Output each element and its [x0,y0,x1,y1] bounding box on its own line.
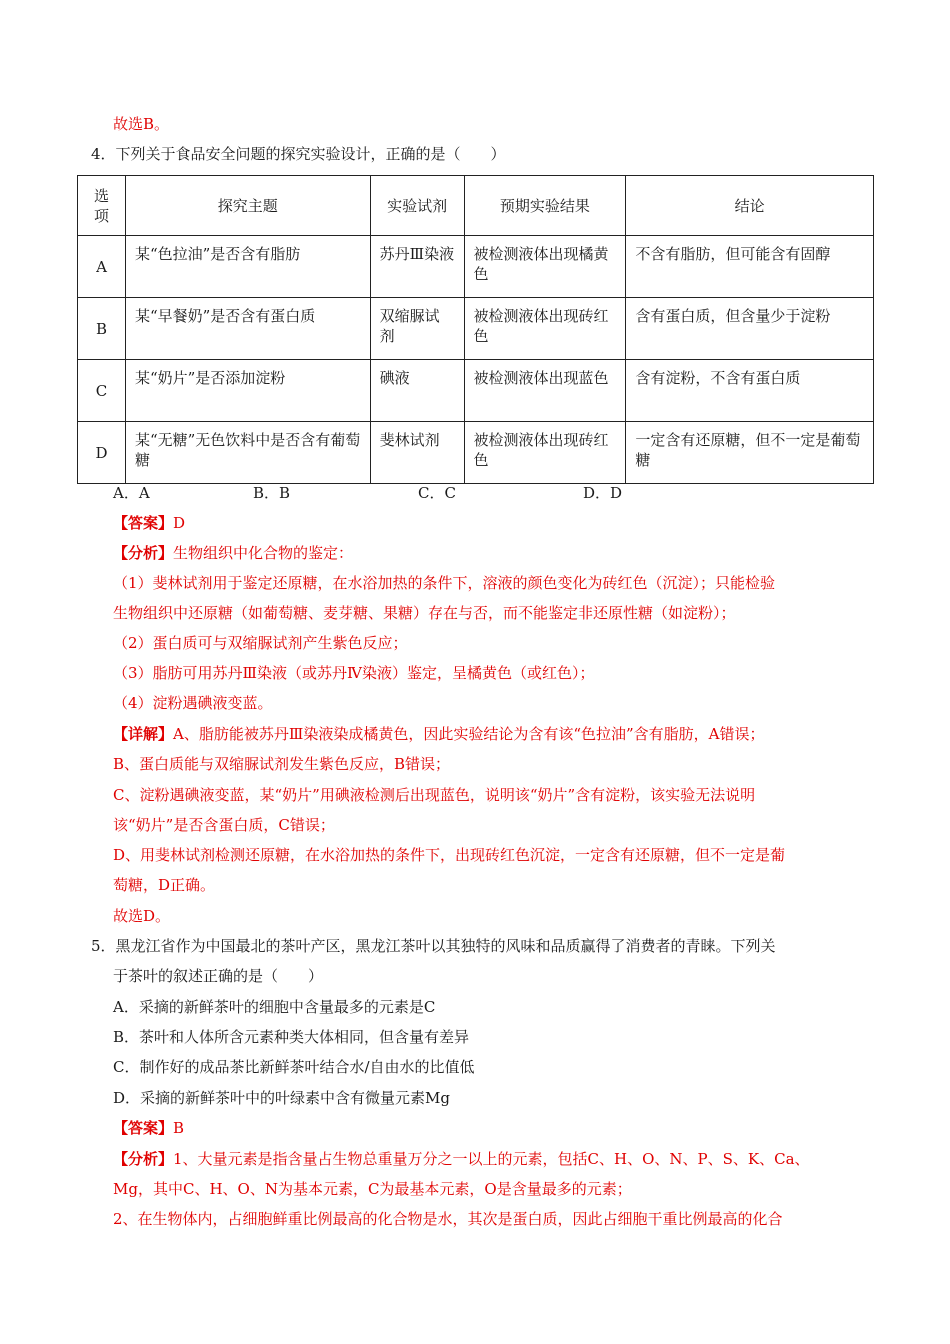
question-5-stem: 5．黑龙江省作为中国最北的茶叶产区，黑龙江茶叶以其独特的风味和品质赢得了消费者的青睐。下列关 [91,937,776,955]
q4-analysis-line: （1）斐林试剂用于鉴定还原糖，在水浴加热的条件下，溶液的颜色变化为砖红色（沉淀）；只能检验 [113,574,776,592]
answer-value: B [173,1119,185,1137]
header-option: 选项 [78,176,126,236]
row-reagent: 斐林试剂 [370,422,464,484]
row-reagent: 碘液 [370,360,464,422]
row-option: A [78,236,126,298]
header-reagent: 实验试剂 [370,176,464,236]
q4-detail-line: 萄糖，D正确。 [113,876,216,894]
q5-analysis-line: 2、在生物体内，占细胞鲜重比例最高的化合物是水，其次是蛋白质，因此占细胞干重比例最高的化合 [113,1210,783,1228]
question-5-option: C．制作好的成品茶比新鲜茶叶结合水/自由水的比值低 [113,1058,475,1076]
answer-tag: 【答案】 [113,1119,174,1137]
header-conclusion: 结论 [626,176,874,236]
choice-a: A．A [113,484,150,502]
row-topic: 某“色拉油”是否含有脂肪 [125,236,370,298]
row-result: 被检测液体出现橘黄色 [464,236,626,298]
row-option: C [78,360,126,422]
q4-detail-line: 故选D。 [113,907,171,925]
row-result: 被检测液体出现砖红色 [464,422,626,484]
analysis-tag: 【分析】 [113,1150,174,1168]
table-row [78,422,874,484]
detail-tag: 【详解】 [113,725,174,743]
row-option: D [78,422,126,484]
q4-analysis-line: （4）淀粉遇碘液变蓝。 [113,694,273,712]
q5-analysis-line: 【分析】1、大量元素是指含量占生物总重量万分之一以上的元素，包括C、H、O、N、P、S、K、Ca、 [113,1150,810,1168]
row-conclusion: 含有淀粉，不含有蛋白质 [626,360,874,422]
q4-detail-line: 【详解】A、脂肪能被苏丹Ⅲ染液染成橘黄色，因此实验结论为含有该“色拉油”含有脂肪，A错误； [113,725,765,743]
q4-detail-line: B、蛋白质能与双缩脲试剂发生紫色反应，B错误； [113,755,451,773]
answer-value: D [173,514,186,532]
row-topic: 某“奶片”是否添加淀粉 [125,360,370,422]
header-result: 预期实验结果 [464,176,626,236]
question-5-option: A．采摘的新鲜茶叶的细胞中含量最多的元素是C [113,998,436,1016]
question-5-stem: 于茶叶的叙述正确的是（ ） [113,967,324,985]
choice-b: B．B [253,484,291,502]
table-row [78,236,874,298]
q4-analysis-line: 【分析】生物组织中化合物的鉴定： [113,544,354,562]
table-header-row [78,176,874,236]
choice-d: D．D [583,484,623,502]
row-option: B [78,298,126,360]
analysis-tag: 【分析】 [113,544,174,562]
row-topic: 某“早餐奶”是否含有蛋白质 [125,298,370,360]
row-conclusion: 含有蛋白质，但含量少于淀粉 [626,298,874,360]
row-conclusion: 一定含有还原糖，但不一定是葡萄糖 [626,422,874,484]
q4-detail-line: C、淀粉遇碘液变蓝，某“奶片”用碘液检测后出现蓝色，说明该“奶片”含有淀粉，该实验无法说明 [113,786,756,804]
question-5-option: D．采摘的新鲜茶叶中的叶绿素中含有微量元素Mg [113,1089,450,1107]
q4-analysis-line: 生物组织中还原糖（如葡萄糖、麦芽糖、果糖）存在与否，而不能鉴定非还原性糖（如淀粉）； [113,604,736,622]
previous-conclusion: 故选B。 [113,115,170,133]
row-conclusion: 不含有脂肪，但可能含有固醇 [626,236,874,298]
q4-detail-line: D、用斐林试剂检测还原糖，在水浴加热的条件下，出现砖红色沉淀，一定含有还原糖，但不一定是葡 [113,846,786,864]
question-4-stem: 4．下列关于食品安全问题的探究实验设计，正确的是（ ） [91,145,506,163]
q4-analysis-line: （2）蛋白质可与双缩脲试剂产生紫色反应； [113,634,408,652]
row-result: 被检测液体出现蓝色 [464,360,626,422]
header-topic: 探究主题 [125,176,370,236]
q4-analysis-line: （3）脂肪可用苏丹Ⅲ染液（或苏丹Ⅳ染液）鉴定，呈橘黄色（或红色）； [113,664,595,682]
choice-c: C．C [418,484,456,502]
answer-tag: 【答案】 [113,514,174,532]
q5-analysis-line: Mg，其中C、H、O、N为基本元素，C为最基本元素，O是含量最多的元素； [113,1180,632,1198]
question-4-table [77,175,874,484]
row-result: 被检测液体出现砖红色 [464,298,626,360]
table-row [78,360,874,422]
row-reagent: 双缩脲试剂 [370,298,464,360]
q5-answer [113,1117,184,1139]
q4-answer [113,512,185,534]
table-row [78,298,874,360]
row-topic: 某“无糖”无色饮料中是否含有葡萄糖 [125,422,370,484]
question-5-option: B．茶叶和人体所含元素种类大体相同，但含量有差异 [113,1028,470,1046]
row-reagent: 苏丹Ⅲ染液 [370,236,464,298]
q4-detail-line: 该“奶片”是否含蛋白质，C错误； [113,816,335,834]
